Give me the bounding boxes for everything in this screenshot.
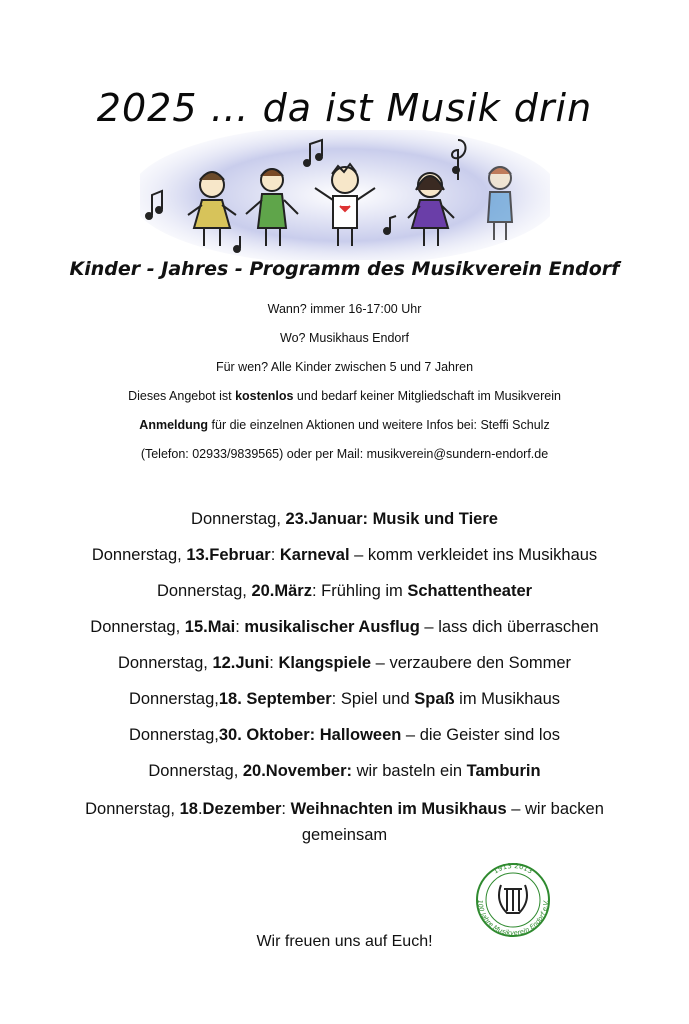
event-item [0,508,689,544]
event-item [0,724,689,760]
event-topic: Tamburin [466,762,541,780]
info-offer-pre: Dieses Angebot ist [128,389,236,403]
event-date: 23.Januar: [285,510,373,528]
event-topic: Schattentheater [407,582,533,600]
info-signup-bold: Anmeldung [139,418,209,432]
event-colon: : [331,690,341,708]
event-day: Donnerstag, [90,618,185,636]
event-topic: Weihnachten im Musikhaus [290,800,507,818]
event-plain: Spiel und [340,690,415,708]
event-topic: Musik und Tiere [372,510,498,528]
event-colon: : [270,546,280,564]
event-date: 18 [179,800,198,818]
event-topic: Klangspiele [278,654,372,672]
event-day: Donnerstag, [148,762,243,780]
event-rest: – lass dich überraschen [419,618,599,636]
program-subtitle: Kinder - Jahres - Programm des Musikverein Endorf [69,258,620,280]
event-date: 18. September [218,690,332,708]
event-rest: – die Geister sind los [401,726,561,744]
logo-ring-text: 100 Jahre Musikverein Endorf e.V. [475,899,551,938]
event-date: 15.Mai [184,618,236,636]
event-item [65,796,625,848]
info-offer-bold: kostenlos [235,389,294,403]
page-title: 2025 … da ist Musik drin [96,86,593,130]
event-date: 12.Juni [212,654,270,672]
event-date: 30. Oktober: [218,726,320,744]
event-rest: – wir backen gemeinsam [301,800,604,844]
event-topic: musikalischer Ausflug [244,618,420,636]
event-day: Donnerstag, [128,690,219,708]
event-item [0,652,689,688]
event-colon: : [281,800,291,818]
event-colon: : [235,618,245,636]
event-date-month: Dezember [202,800,282,818]
event-item [0,760,689,796]
event-item [0,616,689,652]
event-plain: wir basteln ein [356,762,467,780]
event-topic: Spaß [414,690,455,708]
info-contact: (Telefon: 02933/9839565) oder per Mail: musikverein@sundern-endorf.de [140,447,549,461]
event-date: 20.März [251,582,312,600]
event-day: Donnerstag, [156,582,252,600]
closing-text: Wir freuen uns auf Euch! [256,933,433,950]
event-date: 20.November: [242,762,357,780]
info-signup [0,418,689,432]
event-colon: : [311,582,322,600]
anniversary-logo [468,855,558,945]
event-day: Donnerstag, [117,654,213,672]
event-topic: Halloween [319,726,402,744]
info-where: Wo? Musikhaus Endorf [280,331,409,345]
event-item [0,544,689,580]
event-date: 13.Februar [186,546,271,564]
event-rest: – verzaubere den Sommer [371,654,572,672]
event-plain: Frühling im [321,582,408,600]
info-when: Wann? immer 16-17:00 Uhr [267,302,422,316]
event-day: Donnerstag, [128,726,219,744]
info-offer-post: und bedarf keiner Mitgliedschaft im Musikverein [293,389,561,403]
event-rest: im Musikhaus [454,690,561,708]
event-list [0,508,689,848]
event-item [0,688,689,724]
info-offer [0,389,689,403]
event-day: Donnerstag, [191,510,286,528]
event-date-dot: . [197,800,203,818]
logo-top-text: 1913 2013 [491,862,535,876]
children-illustration [140,130,550,260]
event-rest: – komm verkleidet ins Musikhaus [349,546,598,564]
event-colon: : [269,654,279,672]
info-who: Für wen? Alle Kinder zwischen 5 und 7 Jahren [215,360,474,374]
event-item [0,580,689,616]
info-signup-post: für die einzelnen Aktionen und weitere Infos bei: Steffi Schulz [208,418,550,432]
event-topic: Karneval [279,546,350,564]
event-day: Donnerstag, [91,546,187,564]
event-day: Donnerstag, [85,800,180,818]
